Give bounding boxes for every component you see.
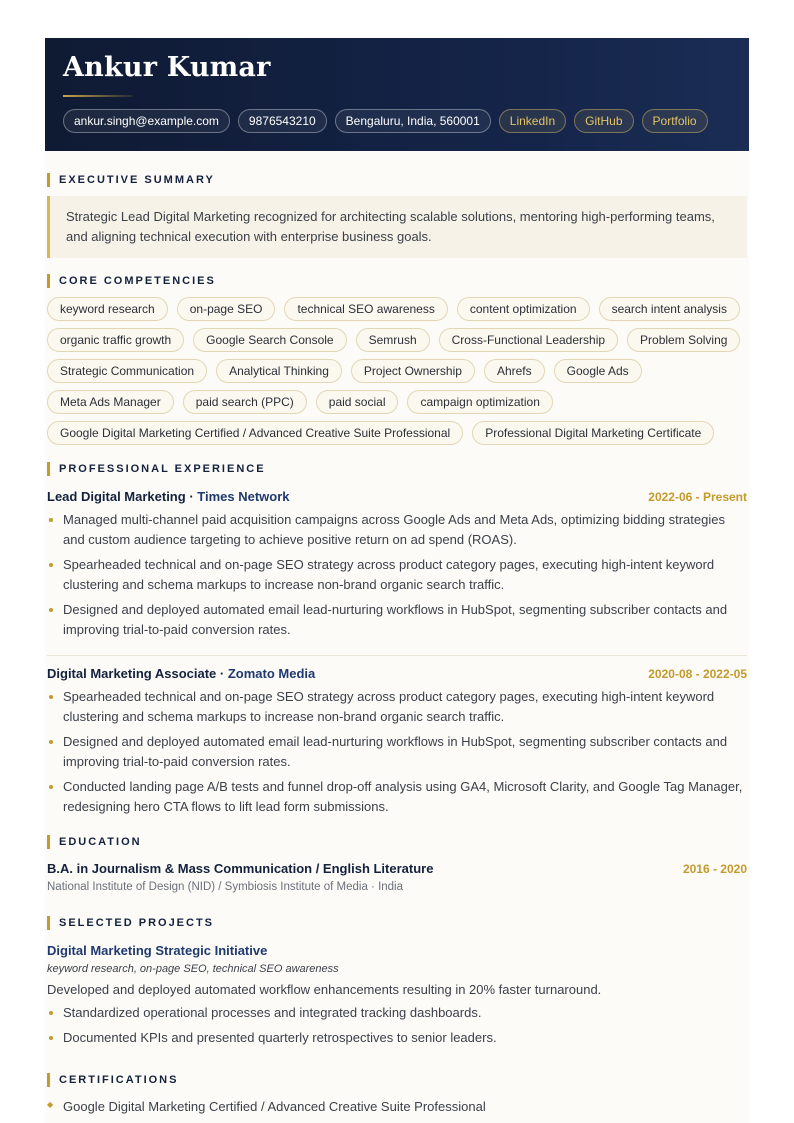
candidate-name: Ankur Kumar (63, 52, 271, 83)
competency-chip: content optimization (457, 297, 590, 321)
competency-chip: Google Digital Marketing Certified / Advanced Creative Suite Professional (47, 421, 463, 445)
linkedin-link[interactable]: LinkedIn (499, 109, 566, 133)
section-title-certifications: CERTIFICATIONS (45, 1073, 749, 1087)
project-title: Digital Marketing Strategic Initiative (47, 943, 268, 958)
name-underline (63, 95, 133, 97)
section-title-projects: SELECTED PROJECTS (45, 916, 749, 930)
github-link[interactable]: GitHub (574, 109, 633, 133)
bullet-item: Designed and deployed automated email lead-nurturing workflows in HubSpot, segmenting subscriber contacts and improving trial-to-paid conversion rates. (63, 600, 747, 640)
competency-chip: paid social (316, 390, 399, 414)
project-description: Developed and deployed automated workflow enhancements resulting in 20% faster turnaround. (47, 982, 602, 997)
competency-chip: Ahrefs (484, 359, 545, 383)
job-title: Digital Marketing Associate (47, 666, 217, 681)
institution-name: National Institute of Design (NID) / Symbiosis Institute of Media · India (47, 881, 404, 893)
bullet-item: Designed and deployed automated email lead-nurturing workflows in HubSpot, segmenting subscriber contacts and improving trial-to-paid conversion rates. (63, 732, 747, 772)
competency-chip: Meta Ads Manager (47, 390, 174, 414)
competency-chip: keyword research (47, 297, 168, 321)
competency-chip: campaign optimization (407, 390, 552, 414)
job-heading (47, 666, 315, 681)
resume-page (45, 38, 749, 1123)
section-title-summary: EXECUTIVE SUMMARY (45, 173, 749, 187)
competency-chip: paid search (PPC) (183, 390, 307, 414)
section-title-competencies: CORE COMPETENCIES (45, 274, 749, 288)
competency-chip: Google Ads (554, 359, 642, 383)
portfolio-link[interactable]: Portfolio (642, 109, 708, 133)
competency-chip: Cross-Functional Leadership (439, 328, 618, 352)
company-name: Zomato Media (227, 666, 316, 681)
title-separator: · (185, 489, 198, 504)
section-title-experience: PROFESSIONAL EXPERIENCE (45, 462, 749, 476)
competency-chip: Professional Digital Marketing Certificate (472, 421, 714, 445)
competency-chip: Problem Solving (627, 328, 740, 352)
company-name: Times Network (197, 489, 290, 504)
summary-text: Strategic Lead Digital Marketing recognized for architecting scalable solutions, mentoring high-performing teams, and aligning technical execution with enterprise business goals. (47, 196, 747, 258)
competency-chip: Strategic Communication (47, 359, 207, 383)
competency-chip: organic traffic growth (47, 328, 184, 352)
contact-bar (63, 109, 708, 133)
bullet-item: Spearheaded technical and on-page SEO strategy across product category pages, executing high-intent keyword clustering and schema markups to increase non-brand organic search traffic. (63, 687, 747, 727)
degree-name: B.A. in Journalism & Mass Communication / English Literature (47, 861, 434, 876)
bullet-item: Conducted landing page A/B tests and funnel drop-off analysis using GA4, Microsoft Clarity, and Google Tag Manager, redesigning hero CTA flows to lift lead form submissions. (63, 777, 747, 817)
job-bullets (45, 687, 749, 817)
job-dates: 2020-08 - 2022-05 (648, 667, 747, 681)
certification-item: ◆ Google Digital Marketing Certified / Advanced Creative Suite Professional (47, 1099, 749, 1114)
project-bullets (45, 1003, 749, 1048)
job-heading (47, 489, 290, 504)
resume-header (45, 38, 749, 151)
bullet-item: Documented KPIs and presented quarterly retrospectives to senior leaders. (63, 1028, 747, 1048)
experience-entry (45, 666, 749, 822)
competency-chip: Project Ownership (351, 359, 475, 383)
competency-chip: on-page SEO (177, 297, 276, 321)
competency-chip: Google Search Console (193, 328, 346, 352)
email-pill[interactable]: ankur.singh@example.com (63, 109, 230, 133)
bullet-item: Standardized operational processes and integrated tracking dashboards. (63, 1003, 747, 1023)
competency-chip: Analytical Thinking (216, 359, 342, 383)
phone-pill[interactable]: 9876543210 (238, 109, 327, 133)
location-pill: Bengaluru, India, 560001 (335, 109, 491, 133)
competency-chip: technical SEO awareness (284, 297, 447, 321)
project-entry (45, 943, 749, 1053)
bullet-item: Spearheaded technical and on-page SEO strategy across product category pages, executing high-intent keyword clustering and schema markups to increase non-brand organic search traffic. (63, 555, 747, 595)
project-tags: keyword research, on-page SEO, technical SEO awareness (47, 963, 339, 975)
job-bullets (45, 510, 749, 640)
job-title: Lead Digital Marketing (47, 489, 186, 504)
experience-entry (45, 489, 749, 645)
competency-list (45, 297, 749, 445)
job-dates: 2022-06 - Present (648, 490, 747, 504)
competency-chip: search intent analysis (599, 297, 740, 321)
bullet-item: Managed multi-channel paid acquisition campaigns across Google Ads and Meta Ads, optimizing bidding strategies and custom audience targeting to achieve positive return on ad spend (ROAS). (63, 510, 747, 550)
education-dates: 2016 - 2020 (682, 862, 747, 876)
entry-divider (47, 655, 747, 656)
title-separator: · (216, 666, 228, 681)
competency-chip: Semrush (356, 328, 430, 352)
education-entry (45, 861, 749, 893)
section-title-education: EDUCATION (45, 835, 749, 849)
